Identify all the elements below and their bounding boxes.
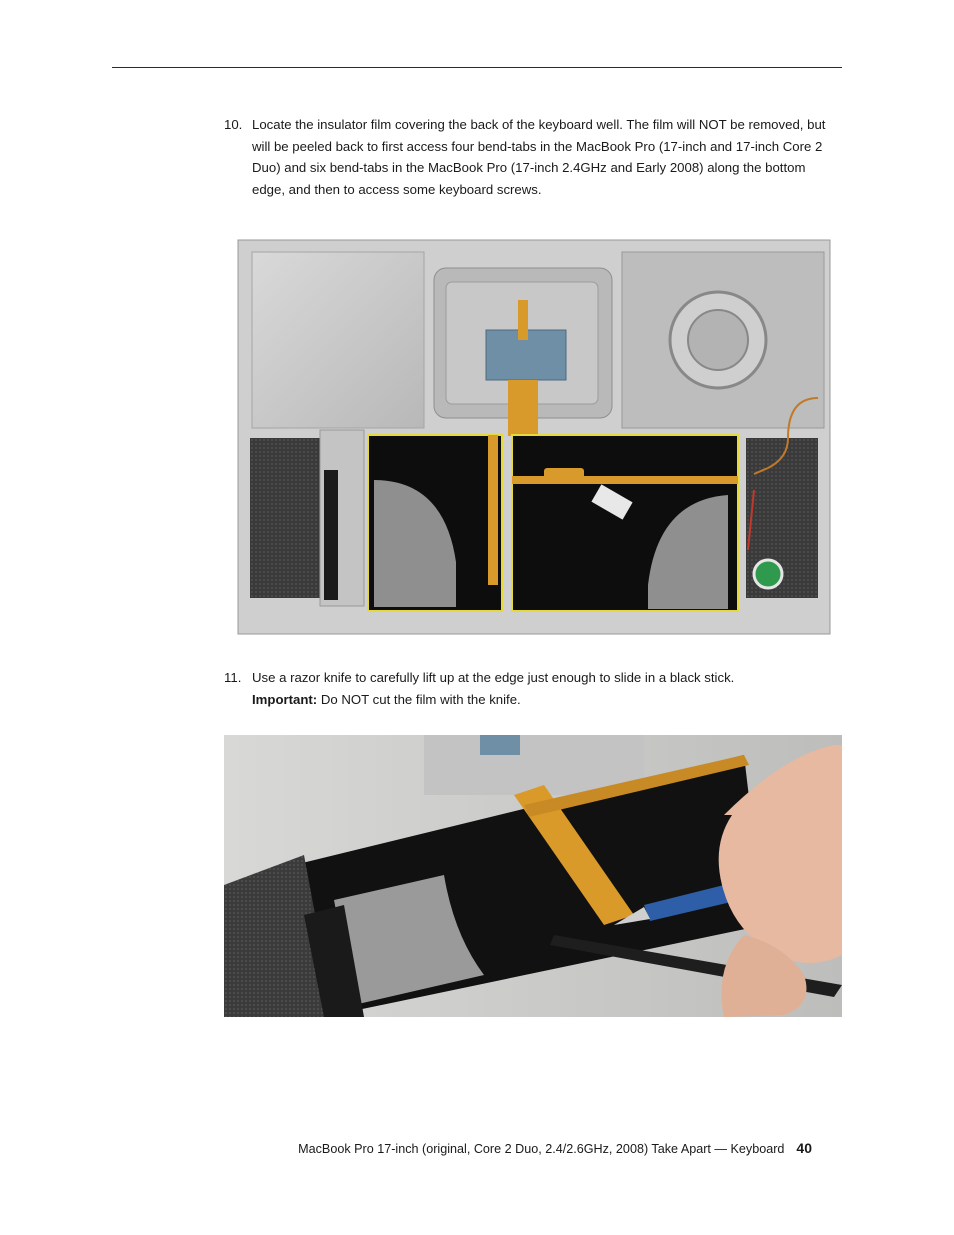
important-text: Do NOT cut the film with the knife. — [317, 691, 521, 707]
page-footer — [298, 1140, 812, 1156]
keyboard-well-photo — [234, 230, 838, 640]
step-text — [252, 667, 836, 710]
step-text: Locate the insulator film covering the back of the keyboard well. The film will NOT be removed, but will be peeled back to first access four bend-tabs in the MacBook Pro (17-inch and 17-inch Core 2 Duo) and six bend-tabs in the MacBook Pro (17-inch 2.4GHz and Early 2008) along the bottom edge, and then to access some keyboard screws. — [252, 117, 826, 197]
header-rule — [112, 67, 842, 68]
razor-knife-photo-icon — [224, 735, 842, 1017]
step-number: 11. — [224, 670, 242, 685]
step-number: 10. — [224, 117, 243, 132]
step-instruction: Use a razor knife to carefully lift up at the edge just enough to slide in a black stick. — [252, 670, 735, 685]
razor-knife-photo — [224, 735, 842, 1017]
important-label: Important: — [252, 691, 318, 707]
footer-title: MacBook Pro 17-inch (original, Core 2 Duo, 2.4/2.6GHz, 2008) Take Apart — Keyboard — [298, 1142, 785, 1156]
page-number: 40 — [796, 1140, 812, 1156]
step-10 — [224, 114, 836, 200]
keyboard-well-photo-icon — [234, 230, 838, 640]
step-11 — [224, 667, 836, 710]
